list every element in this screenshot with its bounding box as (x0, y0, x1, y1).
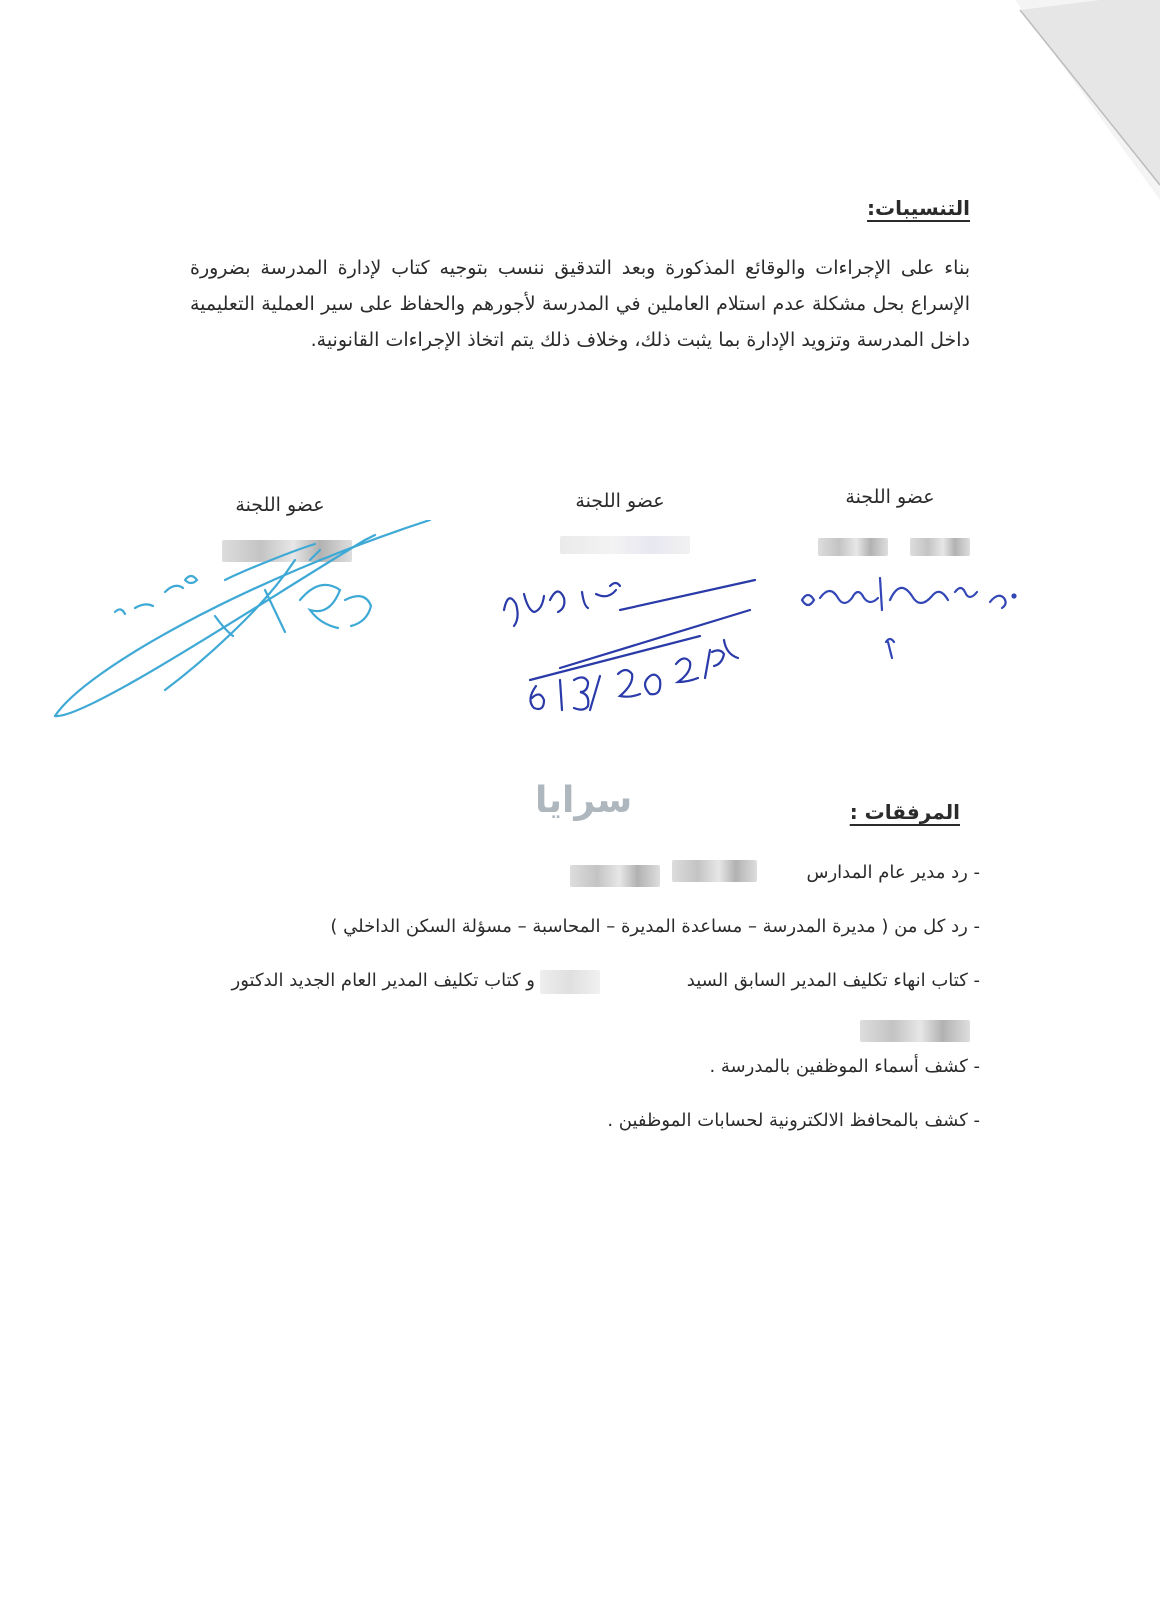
list-item: - رد كل من ( مديرة المدرسة – مساعدة المديرة – المحاسبة – مسؤلة السكن الداخلي ) (330, 916, 980, 937)
committee-member-left-title: عضو اللجنة (235, 494, 325, 516)
redacted-name (818, 538, 888, 556)
redacted-name (560, 536, 690, 554)
attachments-heading: المرفقات : (849, 800, 960, 824)
redacted-name (910, 538, 970, 556)
list-item-continuation: و كتاب تكليف المدير العام الجديد الدكتور (231, 970, 535, 991)
list-item: - رد مدير عام المدارس (806, 862, 980, 883)
committee-member-middle-title: عضو اللجنة (575, 490, 665, 512)
redacted-name (570, 865, 660, 887)
signature-right (790, 570, 1020, 680)
redacted-name (860, 1020, 970, 1042)
watermark-logo: سرايا (535, 780, 633, 821)
recommendations-heading: التنسيبات: (867, 196, 970, 220)
redacted-name (540, 970, 600, 994)
list-item: - كشف بالمحافظ الالكترونية لحسابات الموظفين . (607, 1110, 980, 1131)
recommendations-paragraph: بناء على الإجراءات والوقائع المذكورة وبعد التدقيق ننسب بتوجيه كتاب لإدارة المدرسة بضرورة الإسراع بحل مشكلة عدم استلام العاملين في المدرسة لأجورهم والحفاظ على سير العملية التعليمية داخل المدرسة وتزويد الإدارة بما يثبت ذلك، وخلاف ذلك يتم اتخاذ الإجراءات القانونية. (190, 257, 970, 351)
committee-member-right-title: عضو اللجنة (845, 486, 935, 508)
signature-middle (500, 570, 770, 720)
list-item: - كتاب انهاء تكليف المدير السابق السيد (686, 970, 980, 991)
signature-left (45, 520, 445, 730)
folded-corner (980, 0, 1160, 200)
redacted-name (672, 860, 757, 882)
list-item: - كشف أسماء الموظفين بالمدرسة . (709, 1056, 980, 1077)
